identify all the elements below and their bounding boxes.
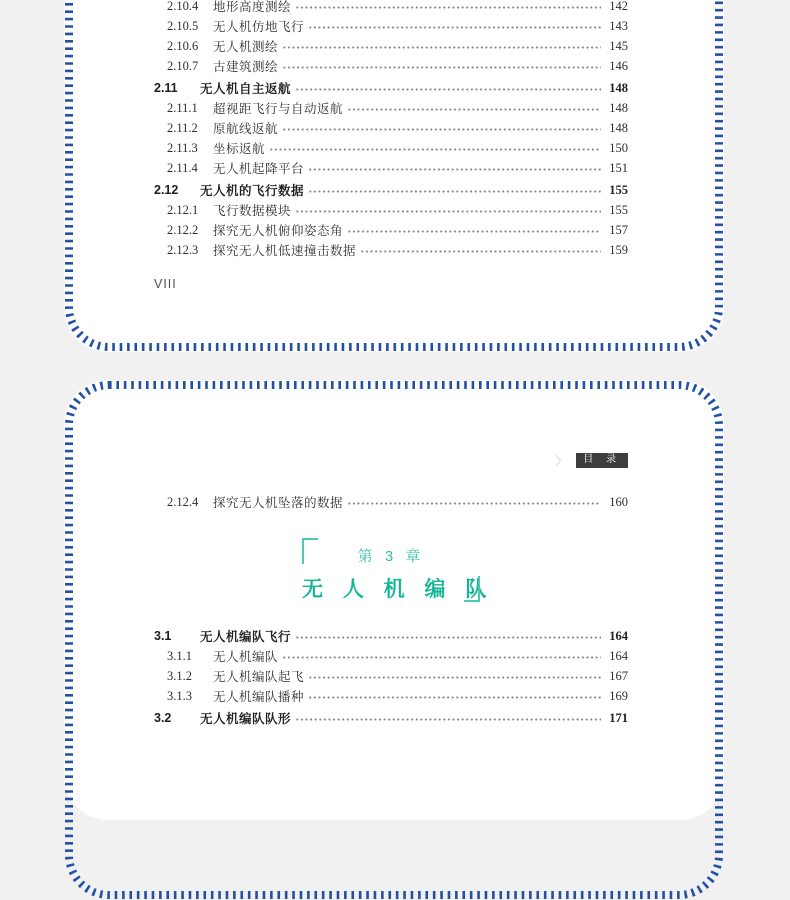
row-number: 2.12.2 bbox=[167, 222, 199, 237]
dot-leader bbox=[347, 225, 601, 238]
row-title: 无人机编队起飞 bbox=[213, 670, 305, 684]
toc-row-section bbox=[154, 180, 628, 200]
row-number: 2.10.6 bbox=[167, 38, 199, 53]
page-number: 160 bbox=[609, 494, 628, 509]
row-title: 飞行数据模块 bbox=[213, 204, 292, 218]
toc-row bbox=[167, 646, 628, 666]
page-number: 159 bbox=[609, 242, 628, 257]
dot-leader bbox=[347, 497, 601, 510]
page-number: 146 bbox=[609, 58, 628, 73]
row-number: 2.12 bbox=[154, 183, 179, 197]
page-number: 171 bbox=[609, 710, 628, 725]
toc-badge: 目 录 bbox=[576, 453, 628, 468]
row-number: 2.11.1 bbox=[167, 100, 198, 115]
dot-leader bbox=[308, 163, 601, 176]
toc-row bbox=[167, 220, 628, 240]
chapter-title: 无 人 机 编 队 bbox=[302, 578, 494, 601]
row-title: 探究无人机坠落的数据 bbox=[213, 496, 344, 510]
toc-row bbox=[167, 118, 628, 138]
toc-row bbox=[167, 0, 628, 16]
chapter-heading bbox=[302, 538, 494, 602]
row-title: 无人机仿地飞行 bbox=[213, 20, 305, 34]
toc-row-section bbox=[154, 78, 628, 98]
toc-list-lower bbox=[154, 452, 628, 728]
row-title: 超视距飞行与自动返航 bbox=[213, 102, 344, 116]
chapter-number: 第 3 章 bbox=[357, 548, 425, 565]
toc-row bbox=[167, 200, 628, 220]
page-number: 155 bbox=[609, 202, 628, 217]
page-number: 148 bbox=[609, 120, 628, 135]
toc-list-upper bbox=[154, 0, 628, 291]
row-title: 无人机编队播种 bbox=[213, 690, 305, 704]
row-number: 2.11.2 bbox=[167, 120, 198, 135]
row-number: 3.1.3 bbox=[167, 688, 192, 703]
row-number: 2.10.4 bbox=[167, 0, 199, 13]
page-number: 167 bbox=[609, 668, 628, 683]
row-number: 2.10.5 bbox=[167, 18, 199, 33]
dot-leader bbox=[282, 651, 601, 664]
toc-row bbox=[167, 36, 628, 56]
dot-leader bbox=[269, 143, 601, 156]
row-title: 无人机自主返航 bbox=[200, 82, 292, 96]
page-number: 145 bbox=[609, 38, 628, 53]
page-number: 148 bbox=[609, 100, 628, 115]
row-number: 2.11.3 bbox=[167, 140, 198, 155]
dot-leader bbox=[295, 713, 601, 726]
row-number: 2.11.4 bbox=[167, 160, 198, 175]
dot-leader bbox=[360, 245, 601, 258]
row-number: 3.1.1 bbox=[167, 648, 192, 663]
row-title: 坐标返航 bbox=[213, 142, 266, 156]
row-number: 2.11 bbox=[154, 81, 178, 95]
toc-row bbox=[167, 138, 628, 158]
row-title: 无人机的飞行数据 bbox=[200, 184, 305, 198]
dot-leader bbox=[295, 631, 601, 644]
toc-row bbox=[167, 240, 628, 260]
row-title: 无人机编队 bbox=[213, 650, 279, 664]
row-title: 古建筑测绘 bbox=[213, 60, 279, 74]
toc-page-lower bbox=[64, 380, 724, 820]
row-title: 地形高度测绘 bbox=[213, 0, 292, 14]
toc-page-upper bbox=[64, 0, 724, 352]
corner-bracket-top-left bbox=[302, 538, 318, 564]
row-title: 原航线返航 bbox=[213, 122, 279, 136]
row-number: 2.12.1 bbox=[167, 202, 199, 217]
row-title: 无人机起降平台 bbox=[213, 162, 305, 176]
toc-row bbox=[167, 16, 628, 36]
page-number: 164 bbox=[609, 648, 628, 663]
row-title: 无人机编队队形 bbox=[200, 712, 292, 726]
running-header bbox=[154, 452, 628, 468]
row-number: 2.10.7 bbox=[167, 58, 199, 73]
page-number: 142 bbox=[609, 0, 628, 13]
dot-leader bbox=[308, 691, 601, 704]
row-title: 无人机测绘 bbox=[213, 40, 279, 54]
toc-row bbox=[167, 686, 628, 706]
dot-leader bbox=[308, 185, 601, 198]
dot-leader bbox=[295, 205, 601, 218]
page-number: 157 bbox=[609, 222, 628, 237]
toc-row bbox=[167, 98, 628, 118]
toc-row-section bbox=[154, 708, 628, 728]
row-number: 3.1.2 bbox=[167, 668, 192, 683]
page-number: 169 bbox=[609, 688, 628, 703]
toc-row bbox=[167, 158, 628, 178]
dot-leader bbox=[282, 123, 601, 136]
row-number: 3.1 bbox=[154, 629, 172, 643]
row-title: 探究无人机俯仰姿态角 bbox=[213, 224, 344, 238]
toc-row bbox=[167, 492, 628, 512]
toc-row bbox=[167, 56, 628, 76]
page-number: 150 bbox=[609, 140, 628, 155]
row-number: 2.12.4 bbox=[167, 494, 199, 509]
page-number: 143 bbox=[609, 18, 628, 33]
dot-leader bbox=[282, 41, 601, 54]
row-title: 无人机编队飞行 bbox=[200, 630, 292, 644]
dot-leader bbox=[308, 21, 601, 34]
folio-roman-numeral: VIII bbox=[154, 277, 177, 291]
dot-leader bbox=[295, 1, 601, 14]
page-number: 148 bbox=[609, 80, 628, 95]
page-number: 164 bbox=[609, 628, 628, 643]
page-number: 151 bbox=[609, 160, 628, 175]
chevron-right-icon: 〉 bbox=[555, 453, 568, 468]
toc-row-section bbox=[154, 626, 628, 646]
page-number: 155 bbox=[609, 182, 628, 197]
dot-leader bbox=[295, 83, 601, 96]
dot-leader bbox=[347, 103, 601, 116]
dot-leader bbox=[282, 61, 601, 74]
row-title: 探究无人机低速撞击数据 bbox=[213, 244, 357, 258]
corner-bracket-bottom-right bbox=[464, 576, 480, 602]
dot-leader bbox=[308, 671, 601, 684]
row-number: 2.12.3 bbox=[167, 242, 199, 257]
row-number: 3.2 bbox=[154, 711, 172, 725]
toc-row bbox=[167, 666, 628, 686]
